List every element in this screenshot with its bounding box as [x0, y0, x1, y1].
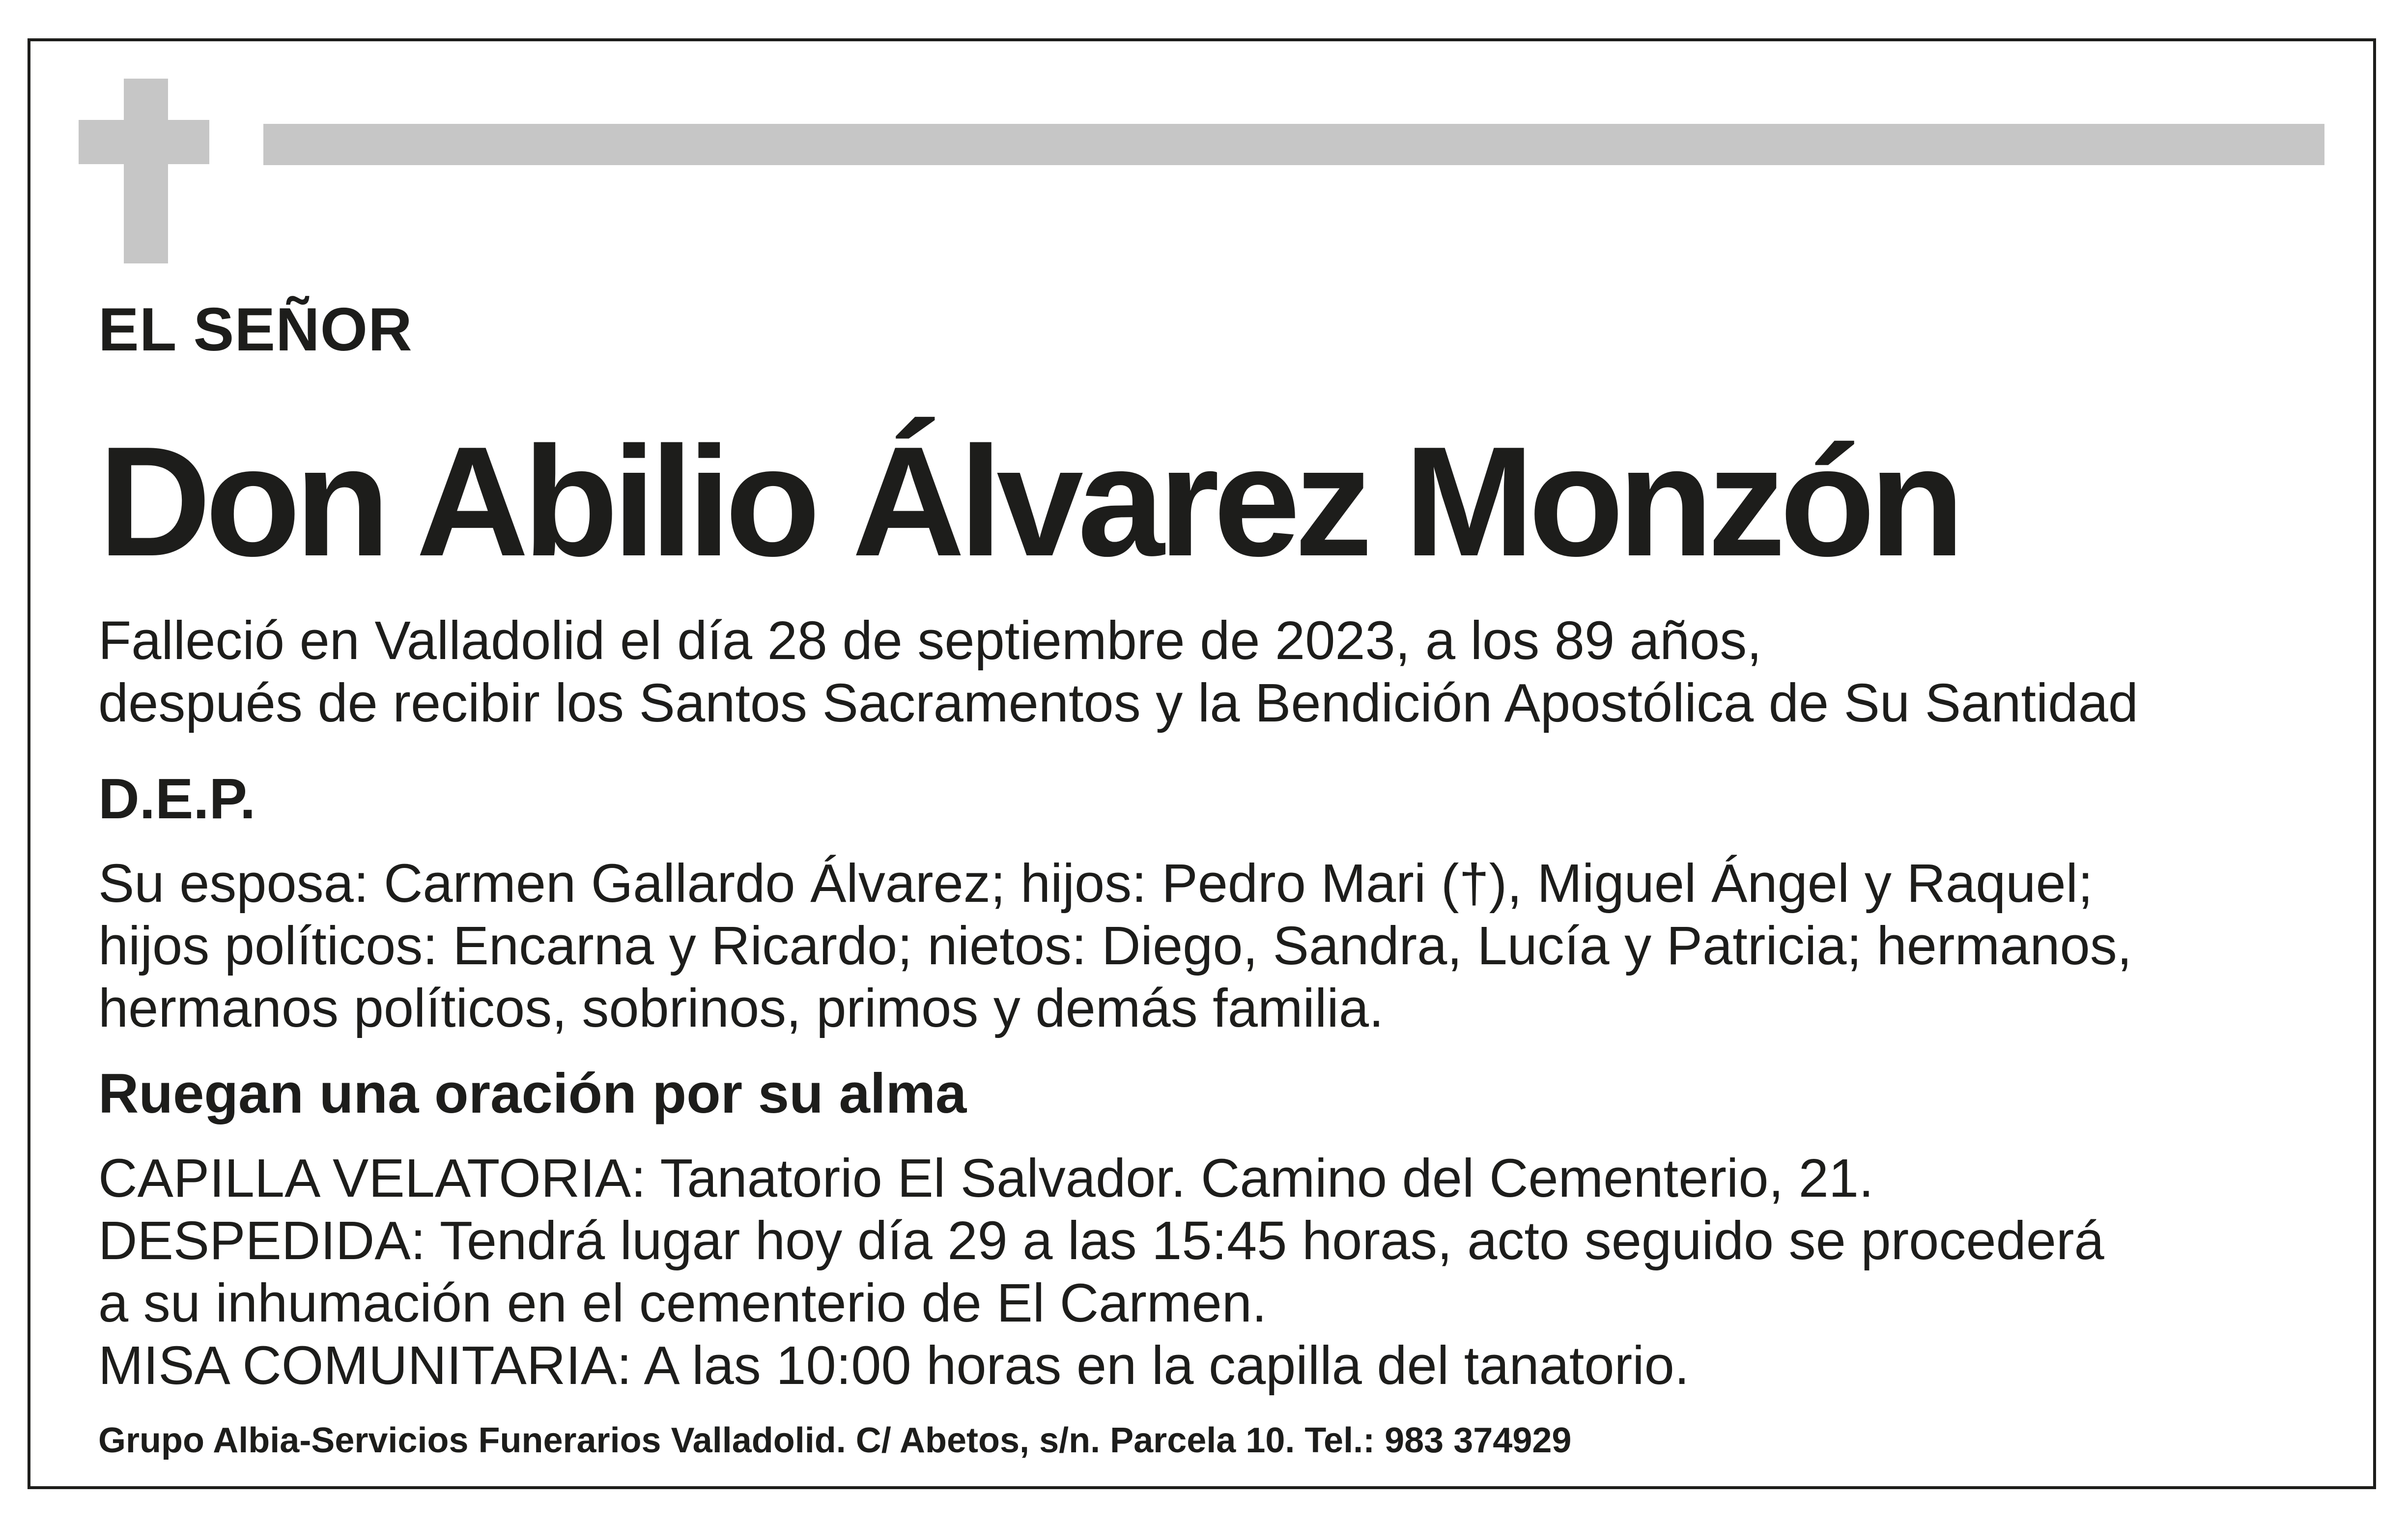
cross-horizontal-bar [79, 120, 209, 164]
service-line: MISA COMUNITARIA: A las 10:00 horas en la capilla del tanatorio. [98, 1335, 1690, 1396]
family-line: hermanos políticos, sobrinos, primos y demás familia. [98, 978, 1384, 1038]
service-line: DESPEDIDA: Tendrá lugar hoy día 29 a las 15:45 horas, acto seguido se procederá [98, 1210, 2104, 1271]
decorative-header-bar [263, 124, 2324, 165]
family-line: Su esposa: Carmen Gallardo Álvarez; hijos: Pedro Mari (†), Miguel Ángel y Raquel; [98, 853, 2093, 914]
family-line: hijos políticos: Encarna y Ricardo; nietos: Diego, Sandra, Lucía y Patricia; hermanos, [98, 916, 2132, 976]
honorific: EL SEÑOR [98, 296, 413, 364]
dep-heading: D.E.P. [98, 767, 256, 831]
death-notice-line: después de recibir los Santos Sacramentos y la Bendición Apostólica de Su Santidad [98, 673, 2138, 733]
funeral-home-footer: Grupo Albia-Servicios Funerarios Valladolid. C/ Abetos, s/n. Parcela 10. Tel.: 983 374929 [98, 1421, 1572, 1460]
service-line: CAPILLA VELATORIA: Tanatorio El Salvador. Camino del Cementerio, 21. [98, 1148, 1874, 1209]
death-notice-line: Falleció en Valladolid el día 28 de septiembre de 2023, a los 89 años, [98, 610, 1762, 671]
cross-vertical-bar [124, 79, 168, 263]
deceased-name: Don Abilio Álvarez Monzón [98, 414, 1959, 589]
service-line: a su inhumación en el cementerio de El Carmen. [98, 1273, 1267, 1333]
prayer-request: Ruegan una oración por su alma [98, 1063, 967, 1125]
